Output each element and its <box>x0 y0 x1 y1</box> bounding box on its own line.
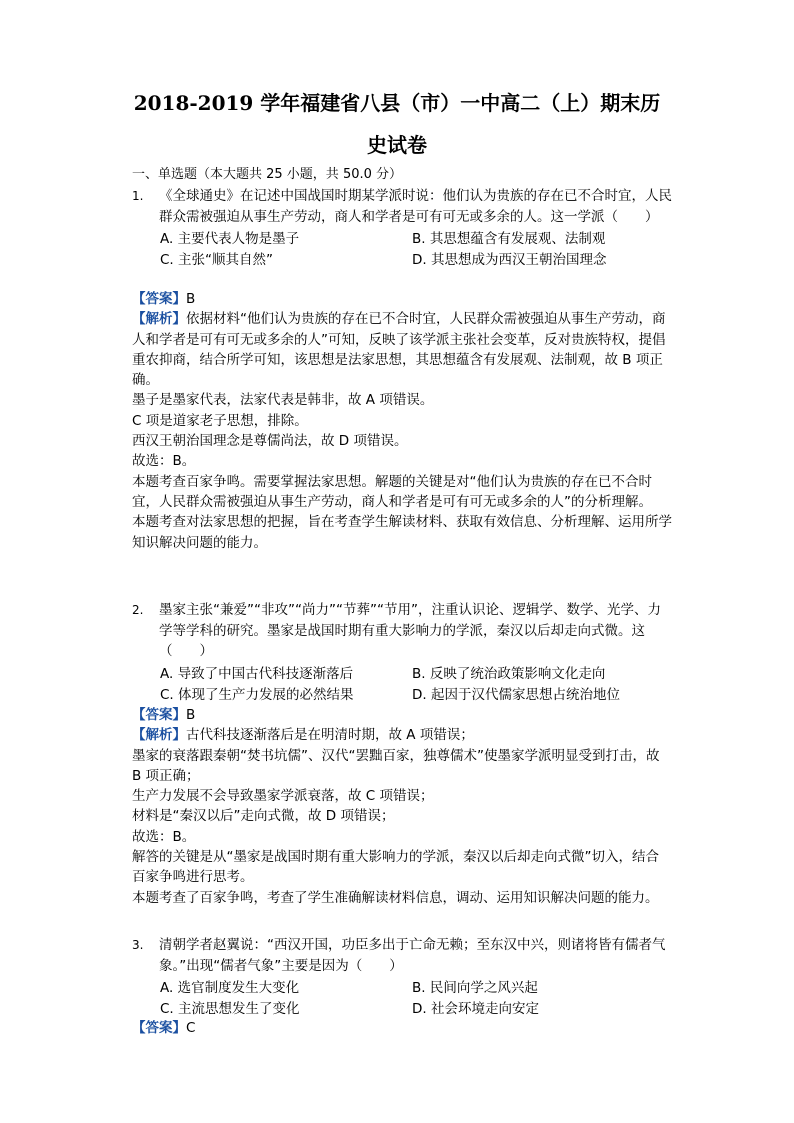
analysis-text: 依据材料“他们认为贵族的存在已不合时宜，人民群众需被强迫从事生产劳动，商人和学者是可有可无或多余的人”可知，反映了该学派主张社会变革，反对贵族特权，提倡重农抑商，结合所学可知，该思想是法家思想，其思想蕴含有发展观、法制观，故 B 项正确。 <box>132 311 666 389</box>
analysis-line: 生产力发展不会导致墨家学派衰落，故 C 项错误； <box>132 788 434 805</box>
option-d: D. 其思想成为西汉王朝治国理念 <box>412 252 607 268</box>
question-number: 3. <box>132 938 144 952</box>
question-options <box>160 978 672 1020</box>
question-text: 《全球通史》在记述中国战国时期某学派时说：他们认为贵族的存在已不合时宜，人民群众需被强迫从事生产劳动，商人和学者是可有可无或多余的人。这一学派（ ） <box>159 188 672 225</box>
option-a: A. 导致了中国古代科技逐渐落后 <box>160 665 354 682</box>
answer-analysis-3 <box>132 1018 672 1038</box>
option-b: B. 其思想蕴含有发展观、法制观 <box>412 231 606 247</box>
section-header: 一、单选题（本大题共 25 小题，共 50.0 分） <box>132 167 403 182</box>
question-1 <box>132 186 672 271</box>
question-number: 2. <box>132 603 144 617</box>
question-number: 1. <box>132 189 144 203</box>
answer-line <box>132 1018 672 1038</box>
option-b: B. 民间向学之风兴起 <box>412 980 538 996</box>
analysis-line: 故选：B。 <box>132 453 196 470</box>
option-a: A. 选官制度发生大变化 <box>160 980 300 996</box>
answer-value: C <box>186 1020 196 1036</box>
analysis-line <box>132 725 672 745</box>
analysis-tag: 【解析】 <box>132 311 186 328</box>
question-options <box>160 229 672 271</box>
analysis-tag: 【解析】 <box>132 727 186 744</box>
answer-tag: 【答案】 <box>132 291 186 307</box>
option-a: A. 主要代表人物是墨子 <box>160 231 300 247</box>
analysis-line: 故选：B。 <box>132 828 196 845</box>
analysis-line: 本题考查了百家争鸣，考查了学生准确解读材料信息，调动、运用知识解决问题的能力。 <box>132 889 659 906</box>
answer-value: B <box>186 291 196 307</box>
option-c: C. 主张“顺其自然” <box>160 252 273 268</box>
question-text: 墨家主张“兼爱”“非攻”“尚力”“节葬”“节用”，注重认识论、逻辑学、数学、光学、力学等学科的研究。墨家是战国时期有重大影响力的学派，秦汉以后却走向式微。这（ ） <box>159 602 661 659</box>
analysis-line: 西汉王朝治国理念是尊儒尚法，故 D 项错误。 <box>132 433 408 450</box>
answer-line <box>132 289 672 309</box>
answer-line <box>132 705 672 725</box>
page-title-line2: 史试卷 <box>367 133 427 157</box>
analysis-line: C 项是道家老子思想，排除。 <box>132 412 308 429</box>
answer-tag: 【答案】 <box>132 707 186 723</box>
analysis-line <box>132 309 672 390</box>
analysis-line: 材料是“秦汉以后”走向式微，故 D 项错误； <box>132 808 395 825</box>
option-c: C. 主流思想发生了变化 <box>160 1001 300 1017</box>
question-text: 清朝学者赵翼说：“西汉开国，功臣多出于亡命无赖；至东汉中兴，则诸将皆有儒者气象。”出现“儒者气象”主要是因为（ ） <box>159 937 666 974</box>
answer-value: B <box>186 707 196 723</box>
question-3 <box>132 935 672 1020</box>
option-d: D. 社会环境走向安定 <box>412 1001 539 1017</box>
question-options <box>160 664 672 706</box>
analysis-line: 本题考查对法家思想的把握，旨在考查学生解读材料、获取有效信息、分析理解、运用所学知识解决问题的能力。 <box>132 514 672 551</box>
option-d: D. 起因于汉代儒家思想占统治地位 <box>412 686 620 703</box>
answer-analysis-2 <box>132 705 672 908</box>
option-c: C. 体现了生产力发展的必然结果 <box>160 686 354 703</box>
analysis-line: 本题考查百家争鸣。需要掌握法家思想。解题的关键是对“他们认为贵族的存在已不合时宜，人民群众需被强迫从事生产劳动，商人和学者是可有可无或多余的人”的分析理解。 <box>132 473 652 510</box>
analysis-line: 解答的关键是从“墨家是战国时期有重大影响力的学派，秦汉以后却走向式微”切入，结合百家争鸣进行思考。 <box>132 849 659 886</box>
page-title-line1: 2018-2019 学年福建省八县（市）一中高二（上）期末历 <box>133 91 661 115</box>
question-2 <box>132 600 672 706</box>
answer-analysis-1 <box>132 289 672 553</box>
analysis-text: 古代科技逐渐落后是在明清时期，故 A 项错误； <box>186 727 474 744</box>
analysis-line: 墨子是墨家代表，法家代表是韩非，故 A 项错误。 <box>132 392 434 409</box>
answer-tag: 【答案】 <box>132 1020 186 1036</box>
analysis-line: 墨家的衰落跟秦朝“焚书坑儒”、汉代“罢黜百家，独尊儒术”使墨家学派明显受到打击，故 B 项正确； <box>132 747 660 784</box>
option-b: B. 反映了统治政策影响文化走向 <box>412 665 606 682</box>
